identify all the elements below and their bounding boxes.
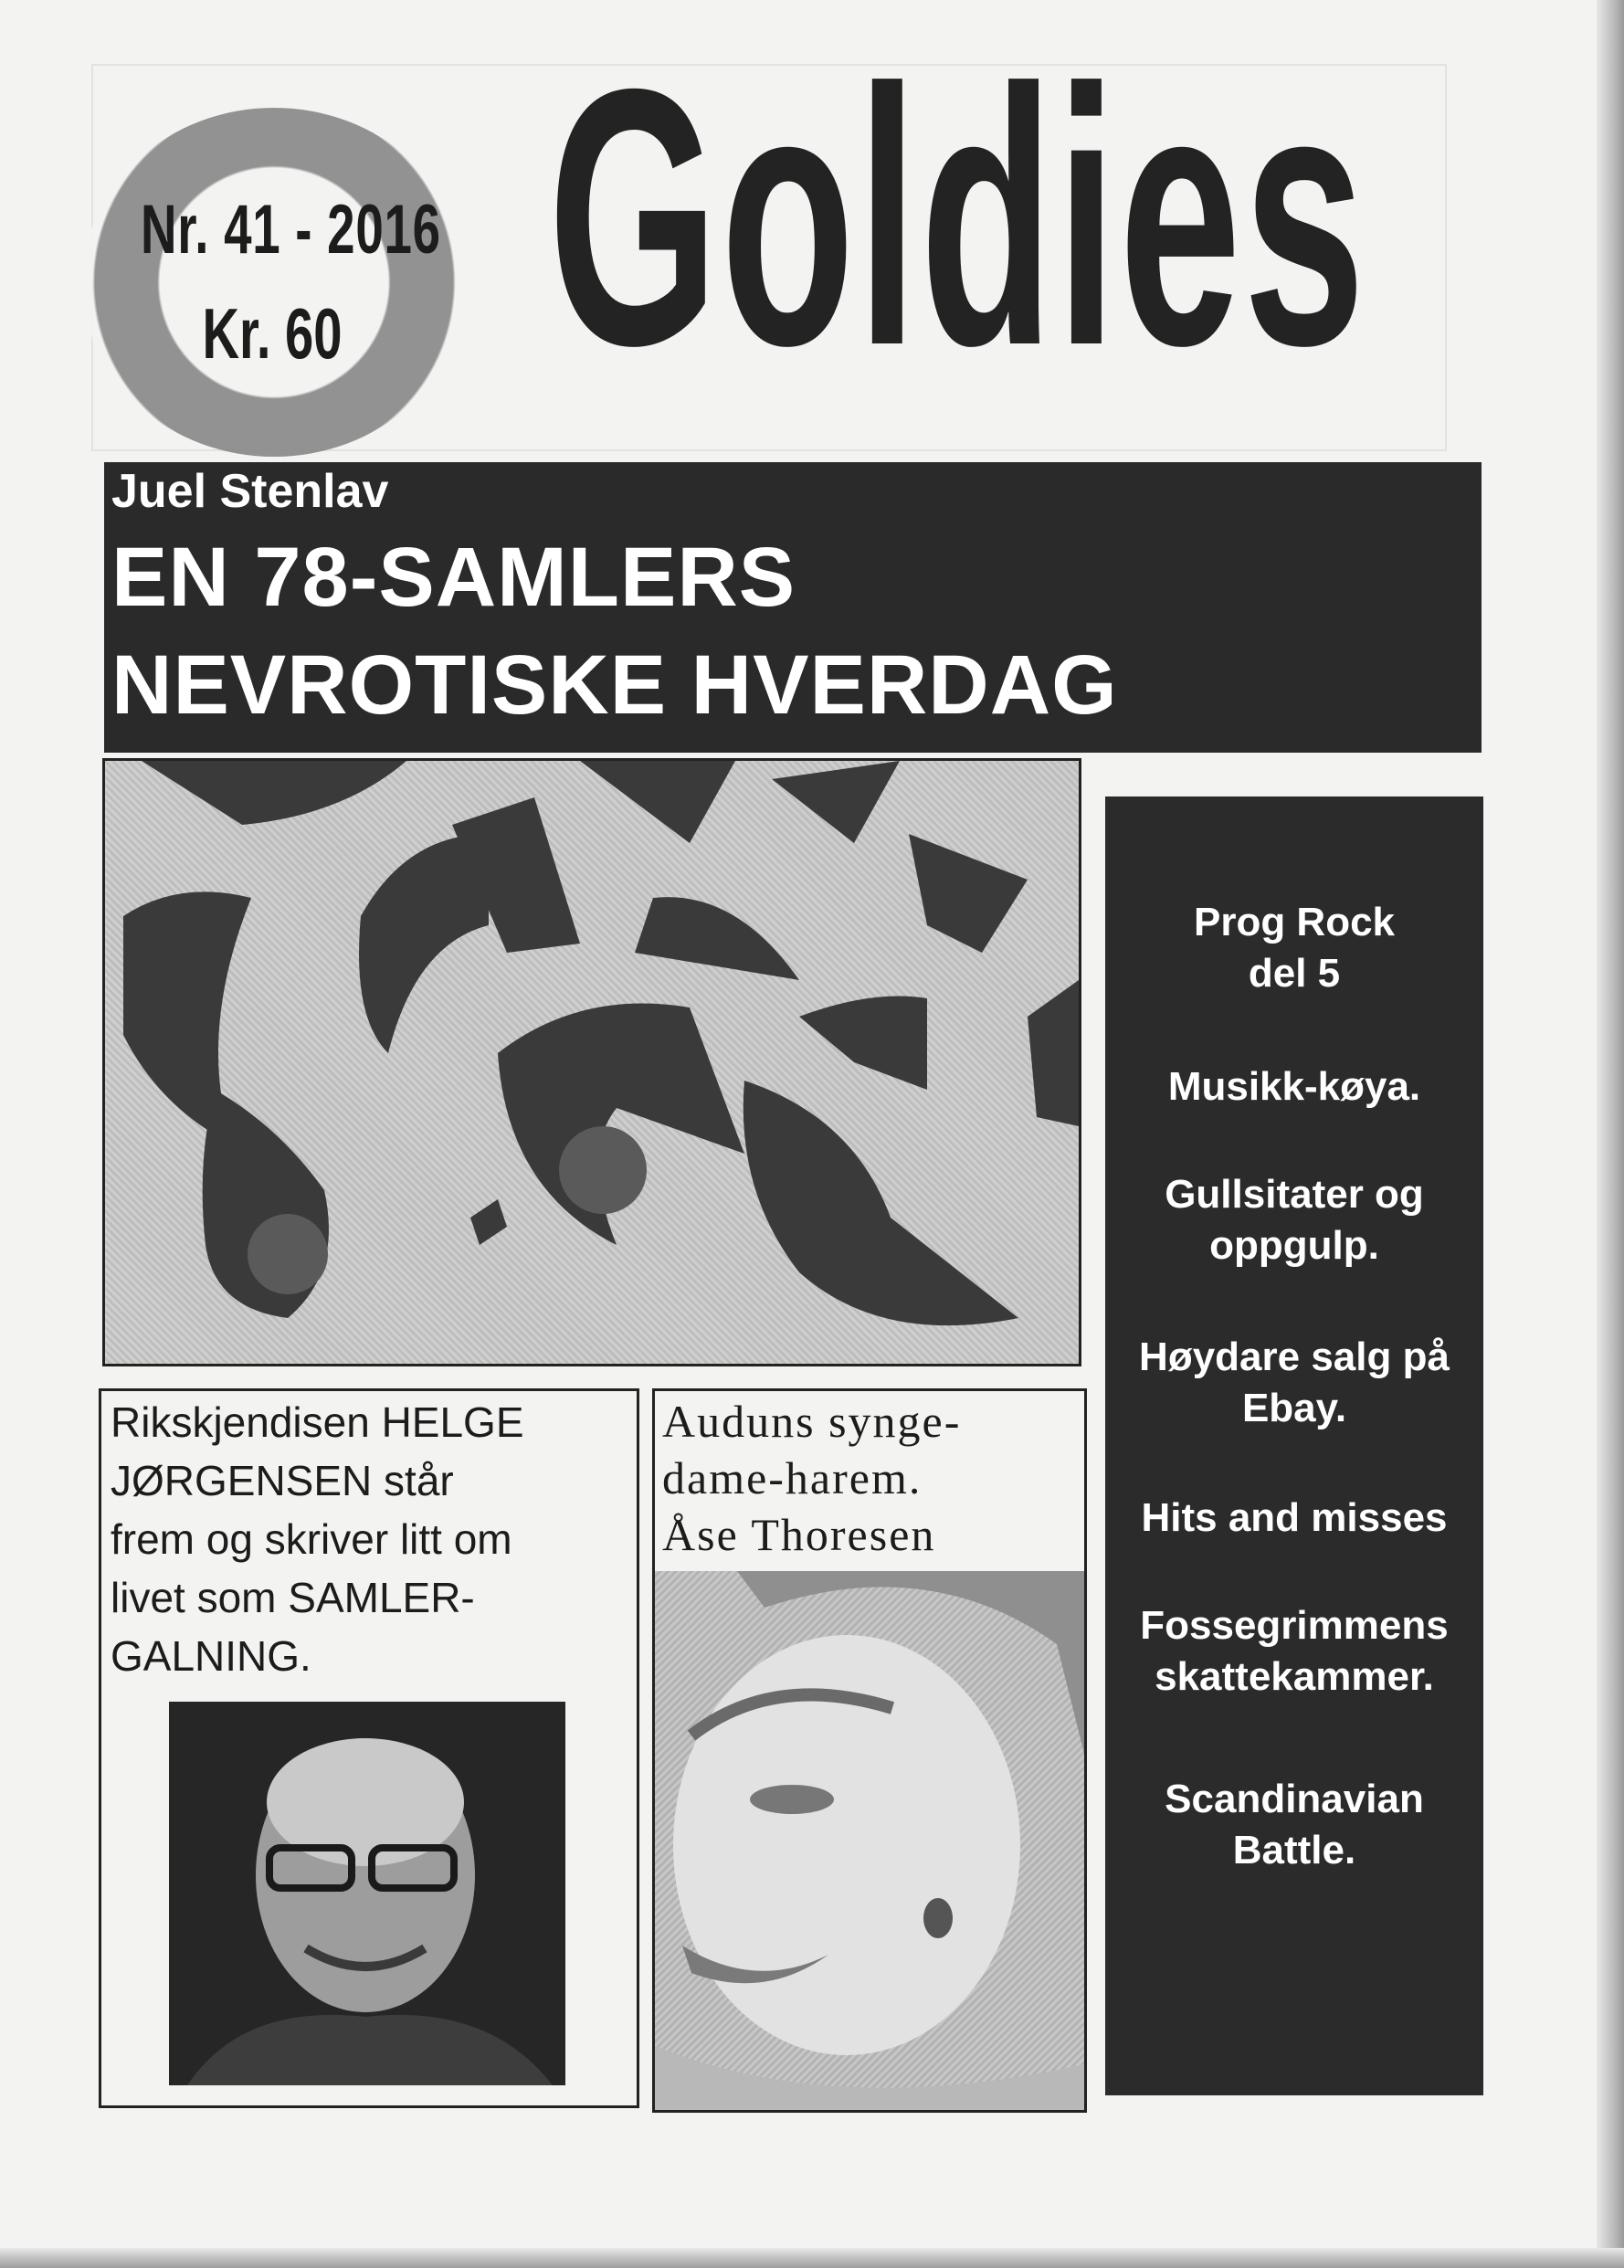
broken-records-photo — [102, 758, 1081, 1366]
contents-item: Scandinavian Battle. — [1165, 1777, 1424, 1872]
contents-sidebar — [1105, 796, 1483, 2095]
contents-item: Høydare salg på Ebay. — [1139, 1334, 1450, 1430]
issue-number: Nr. 41 - 2016 — [141, 191, 441, 269]
headline-line-1: EN 78-SAMLERS — [111, 531, 796, 624]
feature-box-audun — [652, 1388, 1087, 1577]
ase-portrait-photo — [652, 1571, 1087, 2113]
masthead — [528, 13, 1387, 421]
issue-price: Kr. 60 — [202, 293, 343, 374]
feature-text-audun: Auduns synge- dame-harem. Åse Thoresen — [662, 1396, 962, 1560]
contents-item: Musikk-køya. — [1167, 1064, 1421, 1109]
broken-records-illustration — [105, 761, 1079, 1364]
masthead-title: Goldies — [547, 13, 1367, 421]
contents-item: Fossegrimmens skattekammer. — [1140, 1603, 1449, 1699]
feature-text-helge: Rikskjendisen HELGE JØRGENSEN står frem og skriver litt om livet som SAMLER- GALNING. — [111, 1398, 524, 1680]
price-roundel — [82, 108, 466, 457]
headline-banner — [104, 462, 1482, 753]
contents-item: Hits and misses — [1141, 1495, 1448, 1540]
feature-box-helge — [99, 1388, 639, 2108]
contents-item: Prog Rock del 5 — [1193, 900, 1396, 996]
headline-line-2: NEVROTISKE HVERDAG — [111, 638, 1118, 732]
helge-portrait-illustration — [169, 1702, 565, 2085]
ase-portrait-illustration — [655, 1571, 1084, 2110]
helge-portrait-photo — [169, 1702, 565, 2085]
headline-kicker: Juel Stenlav — [111, 465, 389, 518]
contents-item: Gullsitater og oppgulp. — [1165, 1172, 1424, 1268]
scan-edge-right — [1597, 0, 1624, 2268]
scan-edge-bottom — [0, 2248, 1624, 2268]
